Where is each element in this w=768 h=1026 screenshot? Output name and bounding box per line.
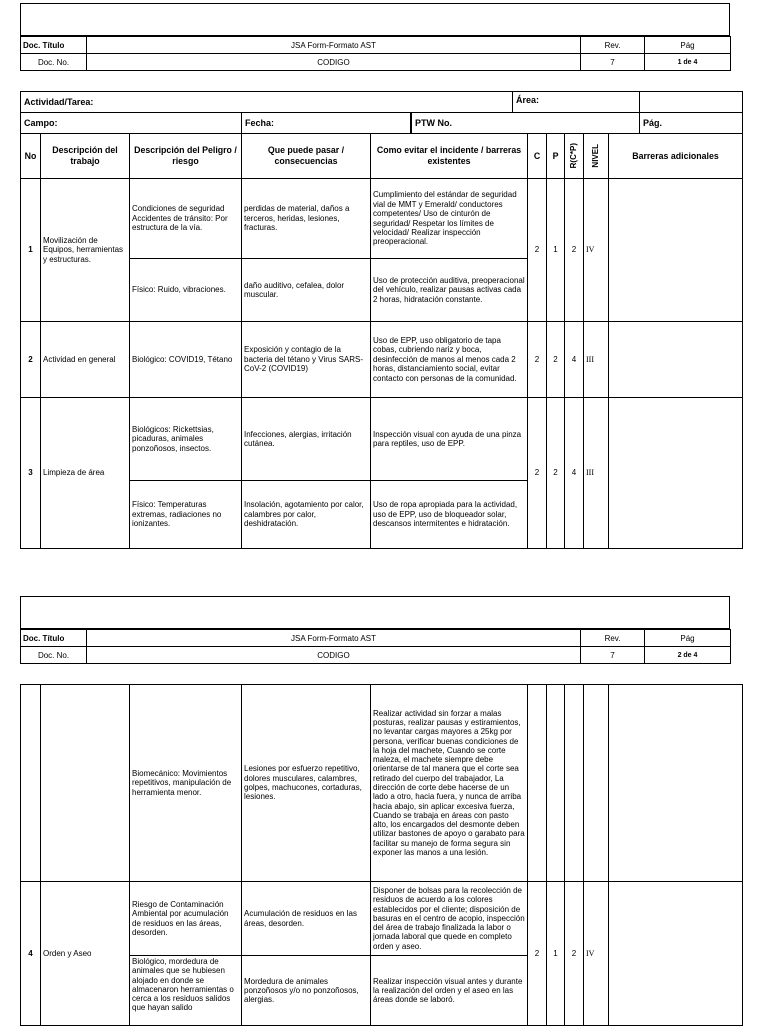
row-barreras: Uso de ropa apropiada para la actividad, uso de EPP, uso de bloqueador solar, descansos intermitentes e hidratación.: [371, 481, 528, 549]
row-consecuencias: Lesiones por esfuerzo repetitivo, dolores musculares, calambres, golpes, machucones, cortaduras, lesiones.: [242, 685, 371, 882]
row-c: 2: [528, 179, 547, 322]
row-barreras-adicionales: [609, 322, 743, 398]
row-consecuencias: Exposición y contagio de la bacteria del tétano y Virus SARS-CoV-2 (COVID19): [242, 322, 371, 398]
col-p: P: [547, 134, 565, 179]
table-row: [21, 322, 743, 398]
area-label: Área:: [516, 95, 540, 105]
row-nivel: III: [584, 322, 609, 398]
row-barreras-adicionales: [609, 882, 743, 1026]
col-que-puede: Que puede pasar / consecuencias: [242, 134, 371, 179]
row-r: 2: [565, 882, 584, 1026]
pag-label: Pág: [645, 630, 731, 647]
row-trabajo: Limpieza de área: [41, 398, 130, 549]
fecha-label: Fecha:: [242, 113, 412, 134]
col-r: R(C*P): [569, 143, 578, 169]
row-r: 4: [565, 398, 584, 549]
row-peligro: Biológico, mordedura de animales que se hubiesen alojado en donde se almacenaron herramientas o cerca a los residuos salidos que hayan salido: [130, 956, 242, 1026]
row-p: 1: [547, 179, 565, 322]
row-consecuencias: perdidas de material, daños a terceros, heridas, lesiones, fracturas.: [242, 179, 371, 259]
jsa-table: [20, 133, 743, 549]
row-barreras: Inspección visual con ayuda de una pinza para reptiles, uso de EPP.: [371, 398, 528, 481]
row-nivel: IV: [584, 179, 609, 322]
row-barreras: Realizar inspección visual antes y durante la realización del orden y el aseo en las áreas donde se laboró.: [371, 956, 528, 1026]
row-consecuencias: daño auditivo, cefalea, dolor muscular.: [242, 259, 371, 322]
row-barreras-adicionales: [609, 398, 743, 549]
doc-title-value: JSA Form-Formato AST: [87, 37, 581, 54]
row-barreras-adicionales: [609, 179, 743, 322]
table-row: [21, 398, 743, 481]
table-row: [21, 882, 743, 956]
row-trabajo: Movilización de Equipos, herramientas y estructuras.: [41, 179, 130, 322]
row-peligro: Condiciones de seguridad Accidentes de tránsito: Por estructura de la vía.: [130, 179, 242, 259]
row-c: 2: [528, 398, 547, 549]
header-logo-box-page2: [20, 596, 730, 629]
col-como-evitar: Como evitar el incidente / barreras existentes: [371, 134, 528, 179]
doc-title-label: Doc. Título: [21, 630, 87, 647]
row-consecuencias: Insolación, agotamiento por calor, calambres por calor, deshidratación.: [242, 481, 371, 549]
rev-label: Rev.: [581, 630, 645, 647]
ptw-label: PTW No.: [412, 113, 640, 134]
row-peligro: Biológico: COVID19, Tétano: [130, 322, 242, 398]
row-p: 2: [547, 322, 565, 398]
row-peligro: Biomecánico: Movimientos repetitivos, manipulación de herramienta menor.: [130, 685, 242, 882]
row-r: 4: [565, 322, 584, 398]
row-trabajo: Orden y Aseo: [41, 882, 130, 1026]
row-consecuencias: Acumulación de residuos en las áreas, desorden.: [242, 882, 371, 956]
row-c: 2: [528, 322, 547, 398]
document-header-table: [20, 36, 731, 71]
document-header-table-page2: [20, 629, 731, 664]
col-desc-trabajo: Descripción del trabajo: [41, 134, 130, 179]
doc-no-label: Doc. No.: [21, 54, 87, 71]
rev-value: 7: [581, 647, 645, 664]
row-barreras: Uso de EPP, uso obligatorio de tapa cobas, cubriendo nariz y boca, desinfección de manos al menos cada 2 horas, distanciamiento social, evitar contacto con personas de la comunidad.: [371, 322, 528, 398]
area-divider: [512, 91, 513, 113]
col-no: No: [21, 134, 41, 179]
row-p: 2: [547, 398, 565, 549]
doc-no-label: Doc. No.: [21, 647, 87, 664]
col-nivel: NIVEL: [591, 144, 600, 168]
row-peligro: Físico: Ruido, vibraciones.: [130, 259, 242, 322]
campo-divider-1: [410, 112, 411, 134]
doc-title-value: JSA Form-Formato AST: [87, 630, 581, 647]
row-consecuencias: Infecciones, alergias, irritación cutánea.: [242, 398, 371, 481]
row-barreras: Cumplimiento del estándar de seguridad vial de MMT y Emerald/ conductores competentes/ Uso de cinturón de seguridad/ Respetar los límites de velocidad/ Realizar inspección preoperacional.: [371, 179, 528, 259]
row-p: 1: [547, 882, 565, 1026]
rev-value: 7: [581, 54, 645, 71]
doc-no-value: CODIGO: [87, 647, 581, 664]
row-c: 2: [528, 882, 547, 1026]
row-nivel: III: [584, 398, 609, 549]
task-info-table: [20, 91, 743, 134]
table-row: [21, 685, 743, 882]
row-peligro: Biológicos: Rickettsias, picaduras, animales ponzoñosos, insectos.: [130, 398, 242, 481]
doc-title-label: Doc. Título: [21, 37, 87, 54]
row-barreras: Uso de protección auditiva, preoperacional del vehículo, realizar pausas activas cada 2 horas, hidratación constante.: [371, 259, 528, 322]
row-number: 2: [21, 322, 41, 398]
row-barreras: Realizar actividad sin forzar a malas posturas, realizar pausas y estiramientos, no levantar cargas mayores a 25kg por persona, verificar buenas condiciones de la hoja del machete, Cuando se corte maleza, el machete siempre debe orientarse de tal manera que el corte sea retirado del cuerpo del trabajador, La dirección de corte debe hacerse de un lado a otro, hacia fuera, y nunca de arriba hacia abajo, sin aplicar excesiva fuerza, Cuando se trabaja en áreas con pasto alto, los encargados del desmonte deben utilizar bastones de apoyo o garabato para facilitar su manejo de forma segura sin exponer las manos a una lesión.: [371, 685, 528, 882]
doc-no-value: CODIGO: [87, 54, 581, 71]
col-barreras-adicionales: Barreras adicionales: [609, 134, 743, 179]
table-row: [21, 179, 743, 259]
rev-label: Rev.: [581, 37, 645, 54]
row-number: 3: [21, 398, 41, 549]
page-number: 1 de 4: [645, 54, 731, 71]
row-peligro: Riesgo de Contaminación Ambiental por acumulación de residuos en las áreas, desorden.: [130, 882, 242, 956]
row-number: 4: [21, 882, 41, 1026]
col-desc-peligro: Descripción del Peligro / riesgo: [130, 134, 242, 179]
page-number: 2 de 4: [645, 647, 731, 664]
pag-info-label: Pág.: [640, 113, 743, 134]
header-logo-box: [20, 3, 730, 36]
row-trabajo: Actividad en general: [41, 322, 130, 398]
campo-label: Campo:: [21, 113, 242, 134]
pag-label: Pág: [645, 37, 731, 54]
jsa-table-page2: [20, 684, 743, 1026]
row-number: 1: [21, 179, 41, 322]
row-barreras: Disponer de bolsas para la recolección de residuos de acuerdo a los colores establecidos por el cliente; disposición de basuras en el centro de acopio, inspección del área de trabajo finalizada la labor o jornada laboral que quede en completo orden y aseo.: [371, 882, 528, 956]
row-consecuencias: Mordedura de animales ponzoñosos y/o no ponzoñosos, alergias.: [242, 956, 371, 1026]
row-nivel: IV: [584, 882, 609, 1026]
row-peligro: Físico: Temperaturas extremas, radiaciones no ionizantes.: [130, 481, 242, 549]
row-r: 2: [565, 179, 584, 322]
col-c: C: [528, 134, 547, 179]
actividad-label: Actividad/Tarea:: [21, 92, 640, 113]
